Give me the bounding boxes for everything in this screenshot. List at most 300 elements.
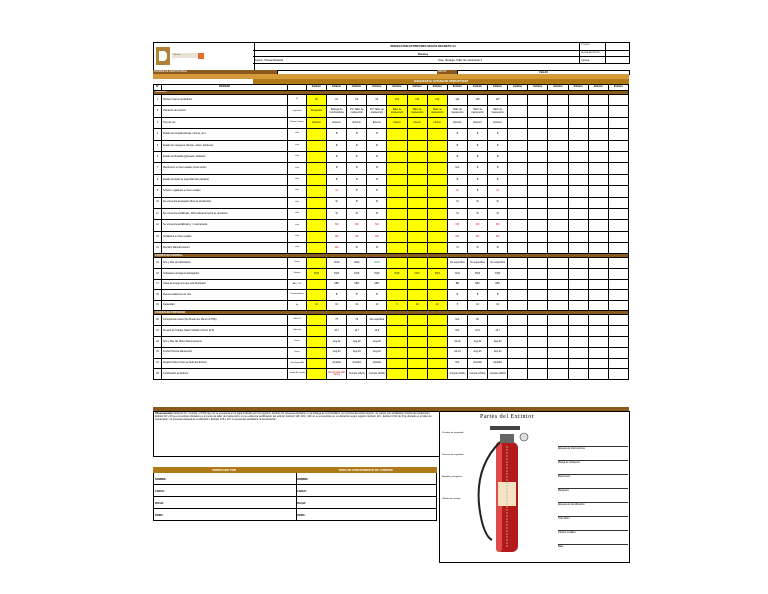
empty-cell[interactable] [548,347,568,358]
empty-cell[interactable] [568,117,588,128]
inspection-cell[interactable]: B [347,163,367,174]
empty-cell[interactable] [588,300,608,311]
inspection-cell[interactable]: B [347,197,367,208]
empty-cell[interactable] [588,358,608,369]
inspection-cell[interactable]: 10 [347,300,367,311]
inspection-cell[interactable] [407,347,427,358]
inspection-cell[interactable]: 10,8 [367,326,387,337]
empty-cell[interactable] [508,220,528,231]
inspection-cell[interactable] [407,186,427,197]
inspection-cell[interactable] [306,290,326,301]
empty-cell[interactable] [568,174,588,185]
empty-cell[interactable] [608,347,628,358]
inspection-cell[interactable]: PQS [467,269,487,280]
inspection-cell[interactable]: 119 [407,95,427,106]
sig-field-left[interactable]: FECHA: [155,502,165,505]
inspection-cell[interactable] [306,129,326,140]
inspection-cell[interactable] [306,347,326,358]
empty-cell[interactable] [588,258,608,269]
inspection-cell[interactable]: M [447,186,467,197]
empty-cell[interactable] [508,151,528,162]
inspection-cell[interactable] [306,163,326,174]
empty-cell[interactable] [568,208,588,219]
empty-cell[interactable] [548,95,568,106]
empty-cell[interactable] [528,197,548,208]
empty-cell[interactable] [568,315,588,326]
inspection-cell[interactable]: 2018 [367,258,387,269]
inspection-cell[interactable]: Amarillo [327,358,347,369]
inspection-cell[interactable] [407,151,427,162]
empty-cell[interactable] [528,358,548,369]
inspection-cell[interactable]: NO [327,243,347,254]
inspection-cell[interactable]: Taller de mantención [447,106,467,117]
empty-cell[interactable] [608,106,628,117]
inspection-cell[interactable]: NO [347,220,367,231]
inspection-cell[interactable] [407,369,427,380]
empty-cell[interactable] [608,174,628,185]
empty-cell[interactable] [548,300,568,311]
inspection-cell[interactable]: Interior [407,117,427,128]
empty-cell[interactable] [528,129,548,140]
empty-cell[interactable] [548,326,568,337]
empty-cell[interactable] [508,369,528,380]
inspection-cell[interactable] [407,290,427,301]
inspection-cell[interactable]: P.V. Taller de mantención [347,106,367,117]
sig-field-left[interactable]: CARGO: [155,490,165,493]
inspection-cell[interactable]: B [447,174,467,185]
inspection-cell[interactable]: Aug-22 [467,337,487,348]
inspection-cell[interactable] [387,151,407,162]
inspection-cell[interactable] [407,197,427,208]
empty-cell[interactable] [548,174,568,185]
empty-cell[interactable] [548,337,568,348]
inspection-cell[interactable]: Exterior [327,117,347,128]
inspection-cell[interactable] [306,315,326,326]
inspection-cell[interactable]: Taller de mantención [488,106,508,117]
empty-cell[interactable] [508,106,528,117]
inspection-cell[interactable] [407,208,427,219]
inspection-cell[interactable]: SI [447,197,467,208]
inspection-cell[interactable] [387,197,407,208]
empty-cell[interactable] [608,326,628,337]
inspection-cell[interactable]: CO2 [447,269,467,280]
empty-cell[interactable] [568,95,588,106]
inspection-cell[interactable]: 12,5 [467,326,487,337]
inspection-cell[interactable] [387,174,407,185]
empty-cell[interactable] [528,231,548,242]
inspection-cell[interactable]: B [347,290,367,301]
inspection-cell[interactable] [387,326,407,337]
inspection-cell[interactable] [387,258,407,269]
empty-cell[interactable] [508,358,528,369]
empty-cell[interactable] [508,315,528,326]
inspection-cell[interactable]: N/A [447,326,467,337]
inspection-cell[interactable] [427,290,447,301]
inspection-cell[interactable]: Sep-22 [488,337,508,348]
inspection-cell[interactable]: SI [488,197,508,208]
inspection-cell[interactable]: N/A [447,315,467,326]
inspection-cell[interactable]: Exterior [306,117,326,128]
inspection-cell[interactable]: B [327,129,347,140]
inspection-cell[interactable] [427,369,447,380]
empty-cell[interactable] [528,300,548,311]
inspection-cell[interactable] [407,337,427,348]
inspection-cell[interactable]: 90 [467,315,487,326]
inspection-cell[interactable]: 12,7 [347,326,367,337]
inspection-cell[interactable]: SI [467,197,487,208]
inspection-cell[interactable]: 10 [327,300,347,311]
empty-cell[interactable] [548,129,568,140]
inspection-cell[interactable] [306,369,326,380]
empty-cell[interactable] [548,231,568,242]
inspection-cell[interactable]: Taller de mantención [427,106,447,117]
empty-cell[interactable] [508,174,528,185]
empty-cell[interactable] [568,358,588,369]
empty-cell[interactable] [508,95,528,106]
empty-cell[interactable] [548,258,568,269]
empty-cell[interactable] [608,129,628,140]
empty-cell[interactable] [588,220,608,231]
inspection-cell[interactable]: Cumple (2019) [467,369,487,380]
empty-cell[interactable] [568,347,588,358]
inspection-cell[interactable]: 10 [467,300,487,311]
empty-cell[interactable] [588,163,608,174]
sig-field-right[interactable]: NOMBRE: [297,478,309,481]
empty-cell[interactable] [568,290,588,301]
empty-cell[interactable] [548,151,568,162]
inspection-cell[interactable]: NO [447,231,467,242]
inspection-cell[interactable]: No especifica [367,315,387,326]
empty-cell[interactable] [528,258,548,269]
inspection-cell[interactable] [427,197,447,208]
inspection-cell[interactable]: Bodega de Combustibles [327,106,347,117]
inspection-cell[interactable]: B [467,140,487,151]
inspection-cell[interactable]: NO [347,231,367,242]
inspection-cell[interactable]: NO [367,220,387,231]
inspection-cell[interactable]: 12,7 [327,326,347,337]
empty-cell[interactable] [508,197,528,208]
inspection-cell[interactable] [387,243,407,254]
empty-cell[interactable] [568,258,588,269]
inspection-cell[interactable]: 75 [327,315,347,326]
inspection-cell[interactable] [387,290,407,301]
inspection-cell[interactable] [387,186,407,197]
inspection-cell[interactable]: 03 [367,95,387,106]
sig-field-right[interactable]: FECHA: [297,502,307,505]
empty-cell[interactable] [508,279,528,290]
inspection-cell[interactable]: B [347,129,367,140]
inspection-cell[interactable] [306,208,326,219]
inspection-cell[interactable]: 10 [488,300,508,311]
inspection-cell[interactable]: M [488,186,508,197]
empty-cell[interactable] [548,197,568,208]
inspection-cell[interactable]: NO [467,220,487,231]
empty-cell[interactable] [548,315,568,326]
inspection-cell[interactable] [387,231,407,242]
inspection-cell[interactable]: 2020 [347,258,367,269]
empty-cell[interactable] [548,243,568,254]
inspection-cell[interactable]: B [467,163,487,174]
inspection-cell[interactable] [427,279,447,290]
inspection-cell[interactable] [306,151,326,162]
inspection-cell[interactable]: Taller de mantención [407,106,427,117]
inspection-cell[interactable]: B [367,290,387,301]
inspection-cell[interactable] [427,358,447,369]
empty-cell[interactable] [548,140,568,151]
inspection-cell[interactable]: Taller de mantención [467,106,487,117]
empty-cell[interactable] [528,337,548,348]
inspection-cell[interactable]: B [327,151,347,162]
empty-cell[interactable] [508,186,528,197]
empty-cell[interactable] [608,369,628,380]
inspection-cell[interactable] [306,174,326,185]
inspection-cell[interactable]: ABC [467,279,487,290]
inspection-cell[interactable] [387,220,407,231]
inspection-cell[interactable]: NO [327,220,347,231]
inspection-cell[interactable] [407,163,427,174]
inspection-cell[interactable]: ABC [327,279,347,290]
inspection-cell[interactable]: ABC [367,279,387,290]
inspection-cell[interactable]: B [367,151,387,162]
empty-cell[interactable] [508,140,528,151]
inspection-cell[interactable] [407,326,427,337]
inspection-cell[interactable]: B [367,186,387,197]
empty-cell[interactable] [588,106,608,117]
inspection-cell[interactable] [427,163,447,174]
inspection-cell[interactable] [427,258,447,269]
inspection-cell[interactable]: Taller de mantención [387,106,407,117]
inspection-cell[interactable] [407,258,427,269]
inspection-cell[interactable]: SI [327,197,347,208]
inspection-cell[interactable] [306,326,326,337]
empty-cell[interactable] [528,163,548,174]
inspection-cell[interactable]: PQS [488,269,508,280]
empty-cell[interactable] [608,290,628,301]
empty-cell[interactable] [588,117,608,128]
empty-cell[interactable] [528,140,548,151]
inspection-cell[interactable]: 121 [447,95,467,106]
empty-cell[interactable] [608,197,628,208]
inspection-cell[interactable] [427,186,447,197]
inspection-cell[interactable] [306,358,326,369]
empty-cell[interactable] [588,347,608,358]
inspection-cell[interactable]: NO [447,220,467,231]
empty-cell[interactable] [528,290,548,301]
empty-cell[interactable] [508,337,528,348]
empty-cell[interactable] [588,95,608,106]
empty-cell[interactable] [528,326,548,337]
empty-cell[interactable] [548,106,568,117]
inspection-cell[interactable]: B [347,151,367,162]
inspection-cell[interactable]: No Cumple (No tiene) [327,369,347,380]
inspection-cell[interactable]: Cumple (2021) [347,369,367,380]
inspection-cell[interactable]: B [327,290,347,301]
inspection-cell[interactable]: B [347,186,367,197]
empty-cell[interactable] [568,129,588,140]
inspection-cell[interactable]: 120 [427,95,447,106]
empty-cell[interactable] [568,326,588,337]
empty-cell[interactable] [508,208,528,219]
inspection-cell[interactable] [427,151,447,162]
empty-cell[interactable] [588,208,608,219]
inspection-cell[interactable]: PQS [367,269,387,280]
inspection-cell[interactable]: 118 [387,95,407,106]
empty-cell[interactable] [588,290,608,301]
inspection-cell[interactable]: Amarillo [347,358,367,369]
inspection-cell[interactable]: Exterior [467,117,487,128]
empty-cell[interactable] [608,315,628,326]
inspection-cell[interactable]: Interior [387,117,407,128]
inspection-cell[interactable]: SI [467,208,487,219]
inspection-cell[interactable]: 13,7 [488,326,508,337]
empty-cell[interactable] [528,151,548,162]
empty-cell[interactable] [528,269,548,280]
empty-cell[interactable] [528,174,548,185]
inspection-cell[interactable] [407,140,427,151]
inspection-cell[interactable] [407,129,427,140]
empty-cell[interactable] [568,106,588,117]
empty-cell[interactable] [608,337,628,348]
inspection-cell[interactable] [387,315,407,326]
inspection-cell[interactable]: Aug-22 [327,337,347,348]
inspection-cell[interactable]: B [347,174,367,185]
inspection-cell[interactable]: B [467,151,487,162]
inspection-cell[interactable] [387,337,407,348]
inspection-cell[interactable]: Amarillo [367,358,387,369]
inspection-cell[interactable]: 10 [306,300,326,311]
inspection-cell[interactable] [407,231,427,242]
empty-cell[interactable] [528,369,548,380]
empty-cell[interactable] [588,231,608,242]
empty-cell[interactable] [528,106,548,117]
inspection-cell[interactable]: 127 [488,95,508,106]
inspection-cell[interactable]: B [488,290,508,301]
empty-cell[interactable] [508,258,528,269]
inspection-cell[interactable]: Amarillo [467,358,487,369]
inspection-cell[interactable]: Aug-22 [367,337,387,348]
inspection-cell[interactable]: 00 [306,95,326,106]
inspection-cell[interactable] [387,279,407,290]
empty-cell[interactable] [548,186,568,197]
empty-cell[interactable] [528,243,548,254]
inspection-cell[interactable] [427,347,447,358]
empty-cell[interactable] [608,208,628,219]
empty-cell[interactable] [508,243,528,254]
empty-cell[interactable] [588,369,608,380]
inspection-cell[interactable]: Exterior [488,117,508,128]
empty-cell[interactable] [608,140,628,151]
inspection-cell[interactable]: SI [347,243,367,254]
empty-cell[interactable] [528,117,548,128]
inspection-cell[interactable]: 125 [467,95,487,106]
inspection-cell[interactable] [427,140,447,151]
empty-cell[interactable] [568,337,588,348]
inspection-cell[interactable]: Jul-23 [447,347,467,358]
inspection-cell[interactable]: B [488,140,508,151]
empty-cell[interactable] [508,163,528,174]
inspection-cell[interactable]: NO [467,231,487,242]
empty-cell[interactable] [568,220,588,231]
inspection-cell[interactable]: SI [327,208,347,219]
empty-cell[interactable] [608,117,628,128]
inspection-cell[interactable]: Interior [427,117,447,128]
inspection-cell[interactable]: NO [488,231,508,242]
empty-cell[interactable] [548,220,568,231]
inspection-cell[interactable]: Exterior [347,117,367,128]
inspection-cell[interactable]: SI [347,208,367,219]
inspection-cell[interactable] [387,129,407,140]
empty-cell[interactable] [588,174,608,185]
empty-cell[interactable] [528,186,548,197]
inspection-cell[interactable]: 75 [347,315,367,326]
empty-cell[interactable] [528,279,548,290]
empty-cell[interactable] [568,269,588,280]
inspection-cell[interactable] [387,208,407,219]
inspection-cell[interactable]: B [467,186,487,197]
inspection-cell[interactable]: B [367,140,387,151]
empty-cell[interactable] [588,326,608,337]
empty-cell[interactable] [568,163,588,174]
inspection-cell[interactable]: SI [367,243,387,254]
sig-field-left[interactable]: FIRMA: [155,514,164,517]
inspection-cell[interactable] [427,315,447,326]
inspection-cell[interactable]: 2019 [327,258,347,269]
inspection-cell[interactable]: B [488,174,508,185]
empty-cell[interactable] [568,151,588,162]
inspection-cell[interactable] [306,231,326,242]
inspection-cell[interactable]: B [327,163,347,174]
inspection-cell[interactable]: 6 [387,300,407,311]
empty-cell[interactable] [528,347,548,358]
inspection-cell[interactable]: No especifica [467,258,487,269]
empty-cell[interactable] [608,358,628,369]
inspection-cell[interactable] [387,140,407,151]
inspection-cell[interactable]: B [327,140,347,151]
inspection-cell[interactable] [306,140,326,151]
inspection-cell[interactable] [427,208,447,219]
empty-cell[interactable] [568,369,588,380]
inspection-cell[interactable]: B [447,140,467,151]
empty-cell[interactable] [588,129,608,140]
inspection-cell[interactable]: B [367,174,387,185]
empty-cell[interactable] [548,117,568,128]
inspection-cell[interactable]: B [488,129,508,140]
empty-cell[interactable] [568,231,588,242]
empty-cell[interactable] [568,140,588,151]
inspection-cell[interactable]: Aug-22 [347,337,367,348]
inspection-cell[interactable]: Aug-23 [467,347,487,358]
inspection-cell[interactable]: 10 [427,300,447,311]
inspection-cell[interactable]: Recepción [306,106,326,117]
inspection-cell[interactable] [306,220,326,231]
empty-cell[interactable] [588,279,608,290]
sig-field-right[interactable]: FIRMA: [297,514,306,517]
inspection-cell[interactable]: Cumple (2019) [488,369,508,380]
empty-cell[interactable] [508,269,528,280]
empty-cell[interactable] [568,197,588,208]
empty-cell[interactable] [568,243,588,254]
inspection-cell[interactable] [407,315,427,326]
empty-cell[interactable] [568,300,588,311]
empty-cell[interactable] [548,163,568,174]
empty-cell[interactable] [588,197,608,208]
empty-cell[interactable] [608,231,628,242]
empty-cell[interactable] [528,220,548,231]
empty-cell[interactable] [608,269,628,280]
empty-cell[interactable] [528,315,548,326]
empty-cell[interactable] [508,117,528,128]
inspection-cell[interactable]: Jul-22 [447,337,467,348]
